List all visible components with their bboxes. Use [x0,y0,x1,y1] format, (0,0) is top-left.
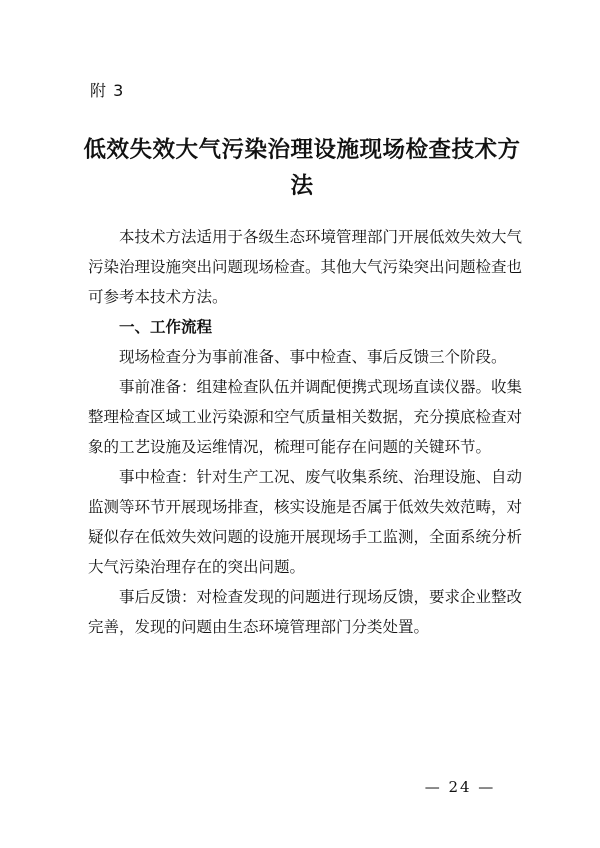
section-heading-workflow: 一、工作流程 [119,318,213,336]
pre-check-paragraph: 事前准备：组建检查队伍并调配便携式现场直读仪器。收集整理检查区域工业污染源和空气质量相关数据，充分摸底检查对象的工艺设施及运维情况，梳理可能存在问题的关键环节。 [88,378,523,456]
document-body [88,222,522,642]
attachment-label: 附 3 [90,81,125,100]
document-title: 低效失效大气污染治理设施现场检查技术方法 [83,137,521,199]
page-number: — 24 — [424,778,496,796]
post-check-paragraph: 事后反馈：对检查发现的问题进行现场反馈，要求企业整改完善，发现的问题由生态环境管理部门分类处置。 [88,588,523,636]
overview-paragraph: 现场检查分为事前准备、事中检查、事后反馈三个阶段。 [119,348,507,366]
intro-paragraph: 本技术方法适用于各级生态环境管理部门开展低效失效大气污染治理设施突出问题现场检查。其他大气污染突出问题检查也可参考本技术方法。 [88,228,523,306]
mid-check-paragraph: 事中检查：针对生产工况、废气收集系统、治理设施、自动监测等环节开展现场排查，核实设施是否属于低效失效范畴，对疑似存在低效失效问题的设施开展现场手工监测，全面系统分析大气污染治理存在的突出问题。 [88,468,523,576]
